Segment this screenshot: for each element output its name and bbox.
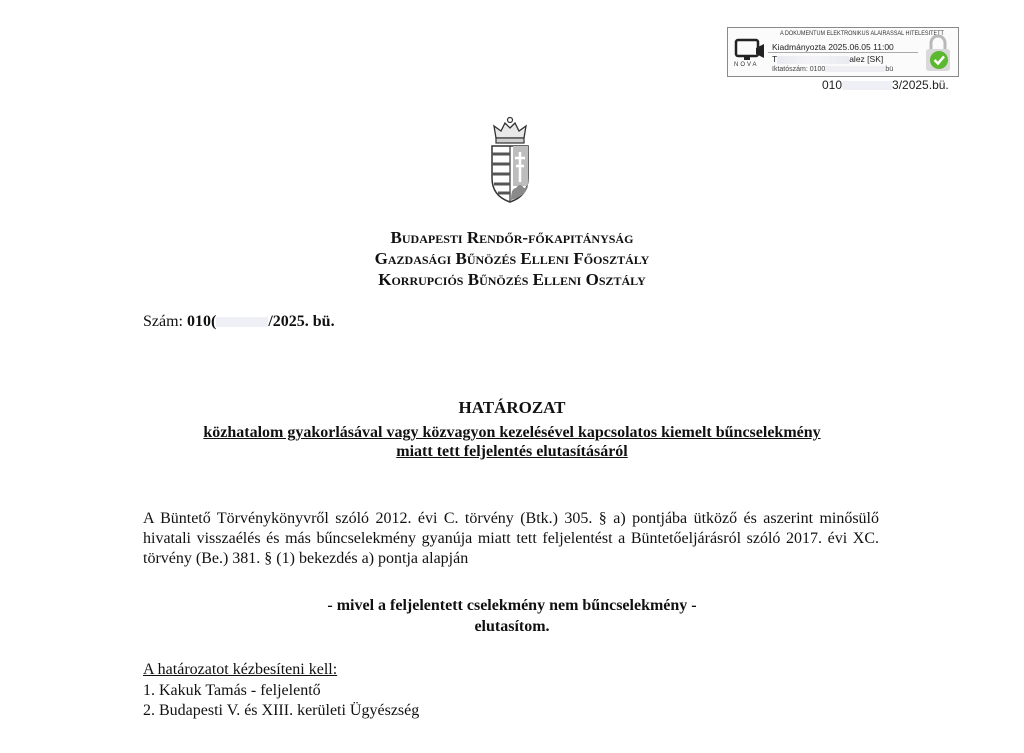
- stamp-signer-line: [772, 54, 883, 64]
- redaction-blur: [825, 66, 885, 72]
- document-subtitle-line1: közhatalom gyakorlásával vagy közvagyon kezelésével kapcsolatos kiemelt bűncselekmény: [203, 424, 821, 441]
- header-line-police-hq: Budapesti Rendőr-főkapitányság: [390, 228, 634, 247]
- case-number-prefix: 010(: [187, 313, 217, 330]
- coat-of-arms-emblem: [488, 116, 532, 204]
- recipient-item: 1. Kakuk Tamás - feljelentő: [143, 682, 321, 699]
- stamp-signer-suffix: alez [SK]: [849, 54, 884, 64]
- document-subtitle-line2: miatt tett feljelentés elutasításáról: [396, 443, 628, 460]
- header-reference-number: [822, 78, 949, 92]
- lock-check-icon: [922, 32, 954, 74]
- recipient-item: 2. Budapesti V. és XIII. kerületi Ügyészség: [143, 702, 420, 719]
- delivery-heading: A határozatot kézbesíteni kell:: [143, 661, 338, 678]
- stamp-divider: [768, 52, 918, 53]
- stamp-filing-suffix: bü: [885, 66, 894, 73]
- document-title: HATÁROZAT: [458, 398, 566, 417]
- computer-monitor-icon: [732, 34, 768, 74]
- redaction-blur: [777, 56, 849, 64]
- redaction-blur: [216, 317, 268, 327]
- ruling-outcome: elutasítom.: [474, 618, 550, 635]
- stamp-issuer-line: Kiadmányozta 2025.06.05 11:00: [772, 42, 894, 52]
- case-number: [143, 313, 335, 331]
- top-ref-prefix: 010: [822, 78, 843, 92]
- stamp-header: A DOKUMENTUM ELEKTRONIKUS ALÁÍRÁSSAL HITELESÍTETT: [780, 31, 944, 37]
- redaction-blur: [842, 81, 892, 90]
- stamp-signer-prefix: T: [772, 54, 778, 64]
- case-number-label: Szám:: [143, 313, 183, 330]
- header-line-department: Gazdasági Bűnözés Elleni Főosztály: [374, 249, 650, 268]
- electronic-signature-stamp: [727, 27, 959, 77]
- legal-basis-paragraph: A Büntető Törvénykönyvről szóló 2012. évi C. törvény (Btk.) 305. § a) pontjába ütköző és aszerint minősülő hivatali visszaélés és más bűncselekmény gyanúja miatt tett feljelentést a Büntetőeljárásról szóló 2017. évi XC. törvény (Be.) 381. § (1) bekezdés a) pontja alapján: [143, 510, 879, 567]
- case-number-suffix: /2025. bü.: [268, 313, 335, 330]
- case-number-value: [187, 313, 335, 330]
- stamp-filing-prefix: Iktatószám: 0100: [772, 66, 826, 73]
- header-line-division: Korrupciós Bűnözés Elleni Osztály: [378, 270, 646, 289]
- stamp-filing-line: [772, 66, 893, 73]
- stamp-logo-label: NOVA: [734, 62, 759, 68]
- ruling-reason: - mivel a feljelentett cselekmény nem bűncselekmény -: [327, 597, 697, 614]
- top-ref-suffix: 3/2025.bü.: [892, 78, 949, 92]
